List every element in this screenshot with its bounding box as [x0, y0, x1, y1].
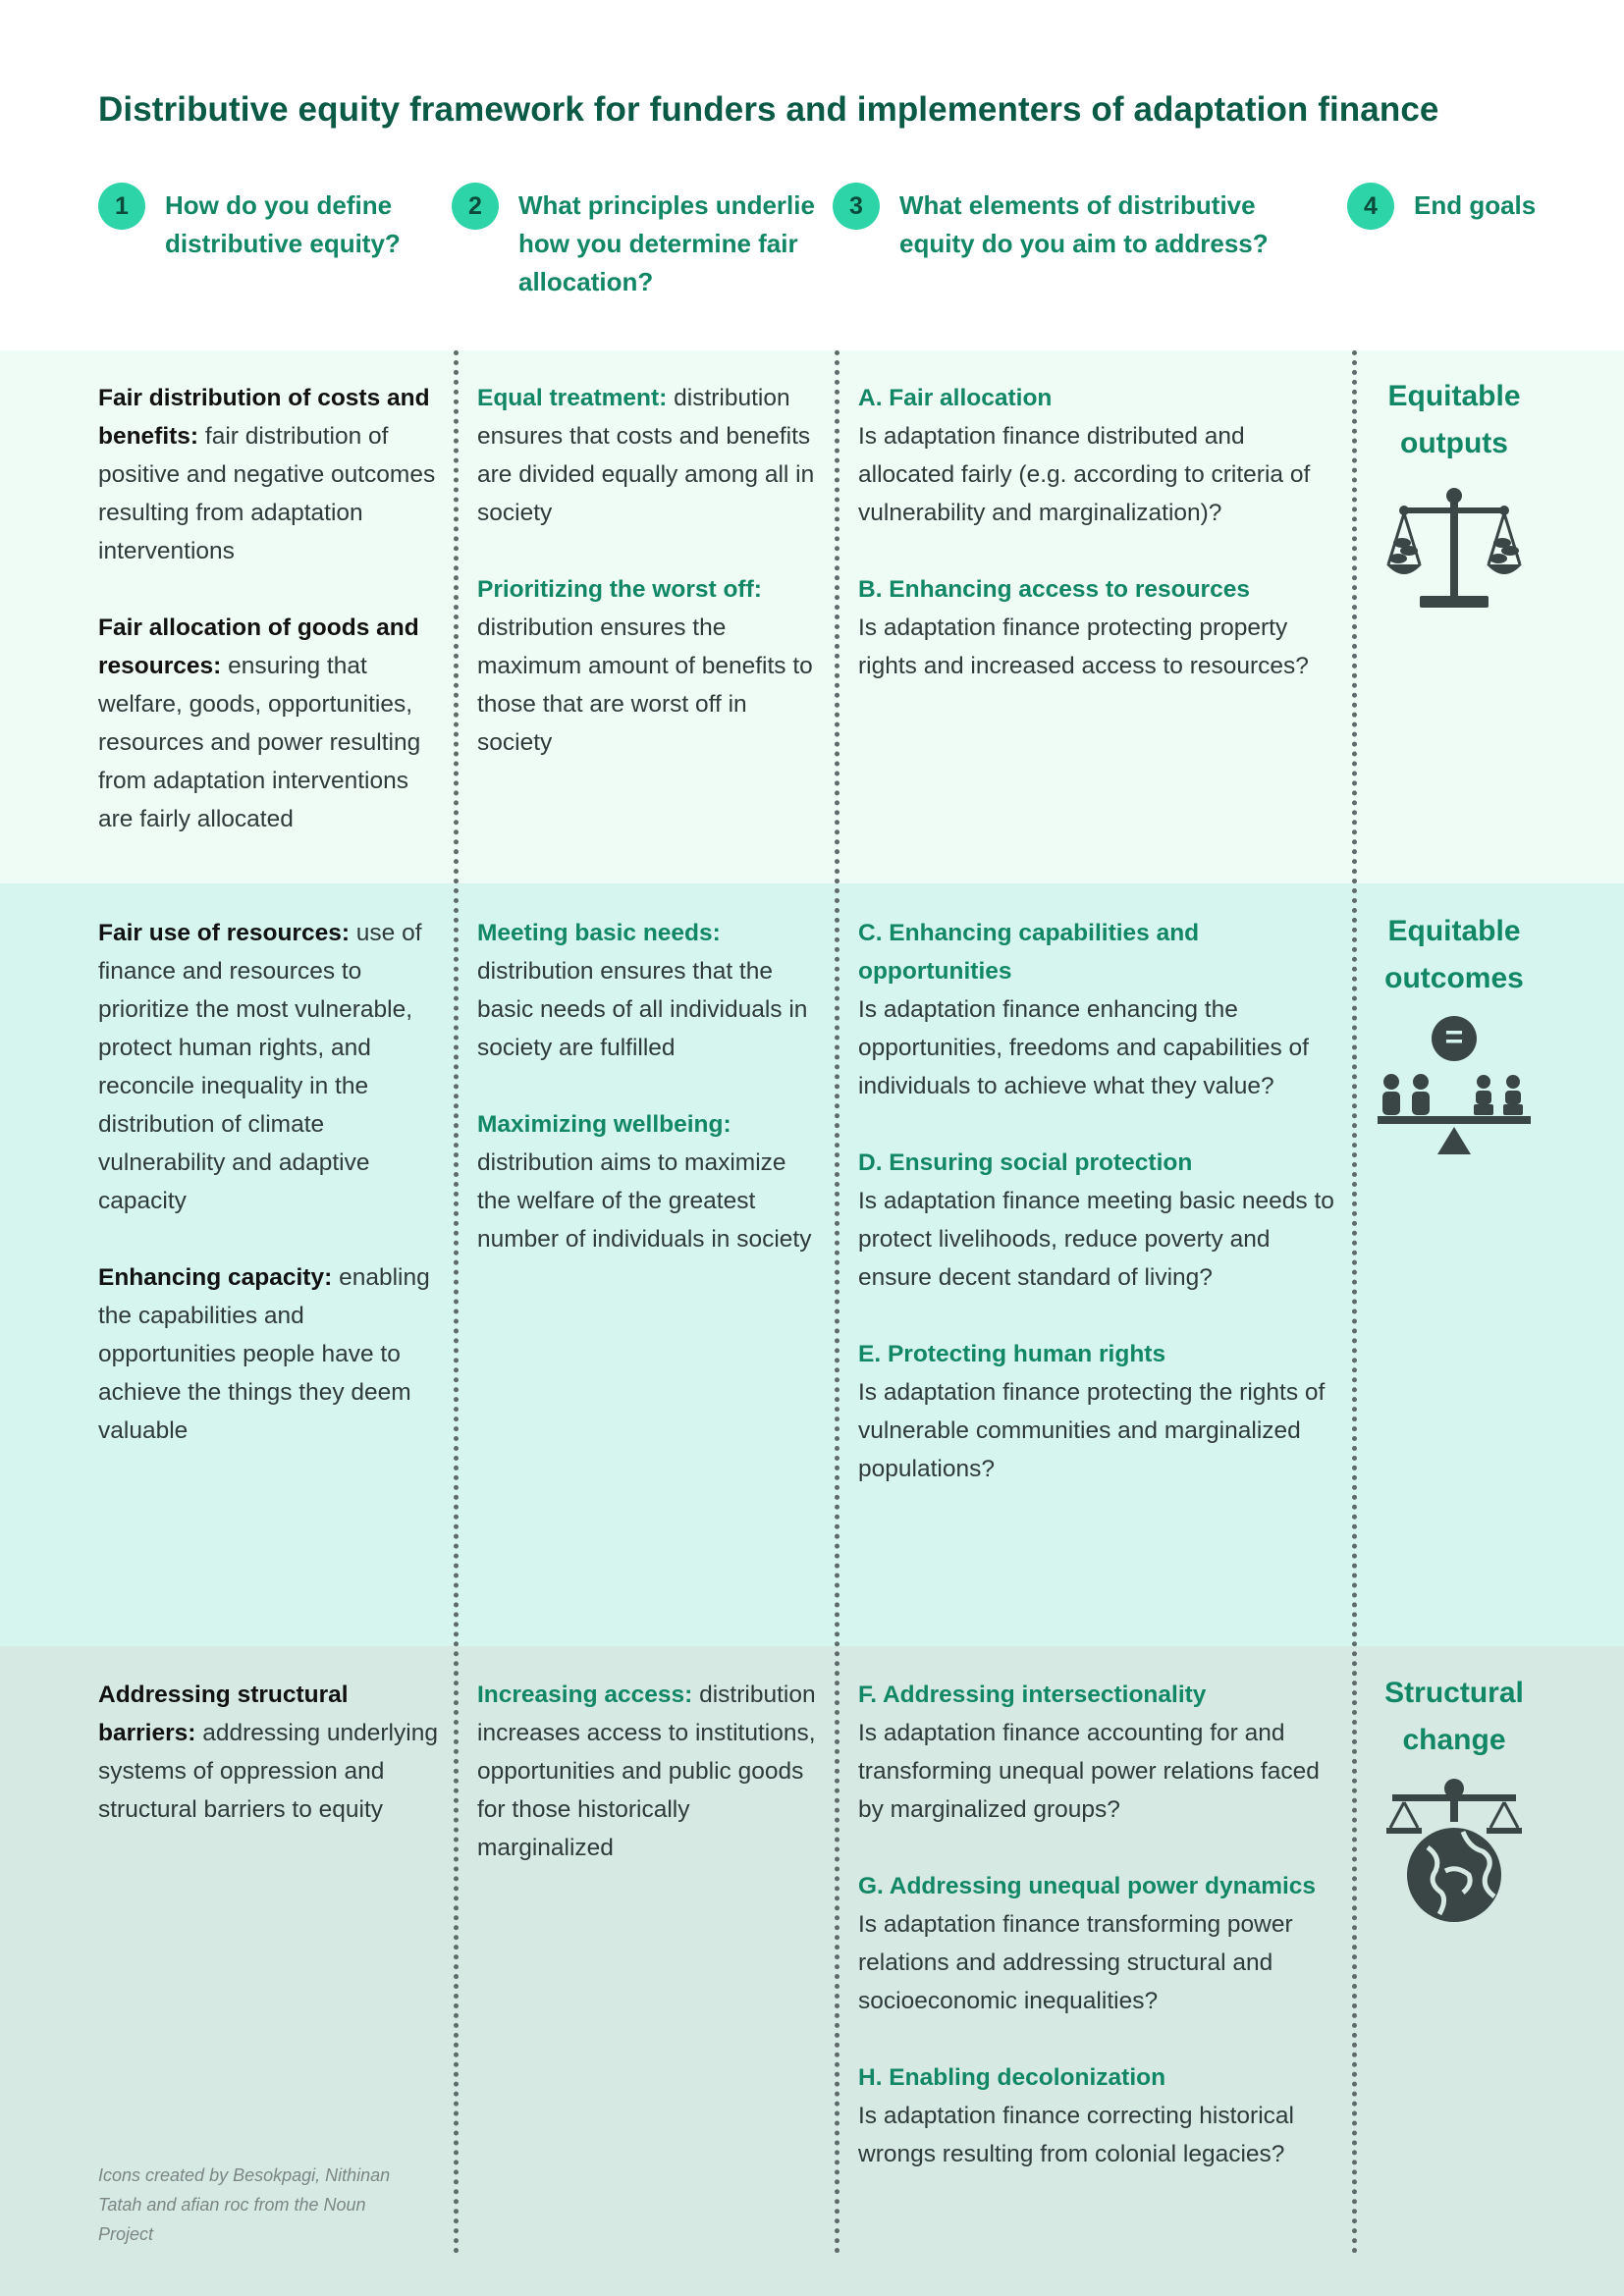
column-header-label-3: What elements of distributive equity do you aim to address? — [899, 190, 1269, 258]
element-item: D. Ensuring social protection Is adaptation finance meeting basic needs to protect livelihoods, reduce poverty and ensure decent standard of living? — [858, 1149, 1334, 1291]
definitions-cell-row-2 — [98, 914, 442, 1450]
principles-cell-row-1 — [477, 379, 821, 762]
goal-label-equitable-outputs: Equitable outputs — [1387, 380, 1521, 459]
element-item: C. Enhancing capabilities and opportunities Is adaptation finance enhancing the opportunities, freedoms and capabilities of individuals to achieve what they value? — [858, 920, 1309, 1099]
element-item: G. Addressing unequal power dynamics Is adaptation finance transforming power relations and addressing structural and socioeconomic inequalities? — [858, 1873, 1317, 2014]
element-item: A. Fair allocation Is adaptation finance distributed and allocated fairly (e.g. according to criteria of vulnerability and marginalization)? — [858, 385, 1311, 526]
element-item: B. Enhancing access to resources Is adaptation finance protecting property rights and increased access to resources? — [858, 576, 1309, 679]
element-item: H. Enabling decolonization Is adaptation finance correcting historical wrongs resulting from colonial legacies? — [858, 2064, 1294, 2167]
goal-label-equitable-outcomes: Equitable outcomes — [1384, 915, 1524, 994]
elements-cell-row-1 — [858, 379, 1339, 685]
element-item: E. Protecting human rights Is adaptation finance protecting the rights of vulnerable communities and marginalized populations? — [858, 1341, 1326, 1482]
principles-cell-row-2 — [477, 914, 821, 1258]
column-header-1 — [98, 183, 401, 263]
elements-cell-row-2 — [858, 914, 1339, 1488]
step-number-4: 4 — [1347, 183, 1394, 230]
column-header-label-1: How do you define distributive equity? — [165, 190, 401, 258]
column-divider-2 — [835, 350, 839, 2255]
equality-people-seesaw-icon — [1378, 1015, 1531, 1164]
column-header-4 — [1347, 183, 1536, 230]
principles-cell-row-3 — [477, 1676, 821, 1867]
principle-item: Maximizing wellbeing: distribution aims to maximize the welfare of the greatest number of individuals in society — [477, 1111, 812, 1253]
element-item: F. Addressing intersectionality Is adaptation finance accounting for and transforming unequal power relations faced by marginalized groups? — [858, 1682, 1320, 1823]
principle-item: Equal treatment: distribution ensures that costs and benefits are divided equally among all in society — [477, 385, 815, 526]
definition-item: Addressing structural barriers: addressing underlying systems of oppression and structural barriers to equity — [98, 1682, 438, 1823]
principle-item: Prioritizing the worst off: distribution ensures the maximum amount of benefits to those that are worst off in society — [477, 576, 813, 756]
column-header-label-2: What principles underlie how you determine fair allocation? — [518, 190, 815, 296]
svg-text:=: = — [1444, 1019, 1464, 1054]
definition-item: Fair distribution of costs and benefits: fair distribution of positive and negative outcomes resulting from adaptation interventions — [98, 385, 436, 564]
definition-item: Enhancing capacity: enabling the capabilities and opportunities people have to achieve the things they deem valuable — [98, 1264, 430, 1444]
goal-label-structural-change: Structural change — [1384, 1677, 1524, 1756]
definition-item: Fair allocation of goods and resources: ensuring that welfare, goods, opportunities, resources and power resulting from adaptation interventions are fairly allocated — [98, 614, 421, 832]
step-number-1: 1 — [98, 183, 145, 230]
page-title: Distributive equity framework for funders and implementers of adaptation finance — [98, 90, 1439, 129]
definition-item: Fair use of resources: use of finance and resources to prioritize the most vulnerable, protect human rights, and reconcile inequality in the distribution of climate vulnerability and adaptive capacity — [98, 920, 422, 1214]
elements-cell-row-3 — [858, 1676, 1339, 2173]
definitions-cell-row-3 — [98, 1676, 442, 1829]
column-header-3 — [833, 183, 1269, 263]
icon-credit: Icons created by Besokpagi, Nithinan Tatah and afian roc from the Noun Project — [98, 2165, 391, 2244]
scale-globe-icon — [1384, 1777, 1524, 1926]
balance-scale-coins-icon — [1384, 486, 1524, 614]
principle-item: Increasing access: distribution increases access to institutions, opportunities and public goods for those historically marginalized — [477, 1682, 816, 1861]
column-divider-3 — [1352, 350, 1357, 2255]
step-number-2: 2 — [452, 183, 499, 230]
step-number-3: 3 — [833, 183, 880, 230]
column-divider-1 — [454, 350, 459, 2255]
column-header-2 — [452, 183, 815, 301]
column-header-label-4: End goals — [1414, 190, 1537, 220]
definitions-cell-row-1 — [98, 379, 442, 838]
principle-item: Meeting basic needs: distribution ensures that the basic needs of all individuals in society are fulfilled — [477, 920, 808, 1061]
